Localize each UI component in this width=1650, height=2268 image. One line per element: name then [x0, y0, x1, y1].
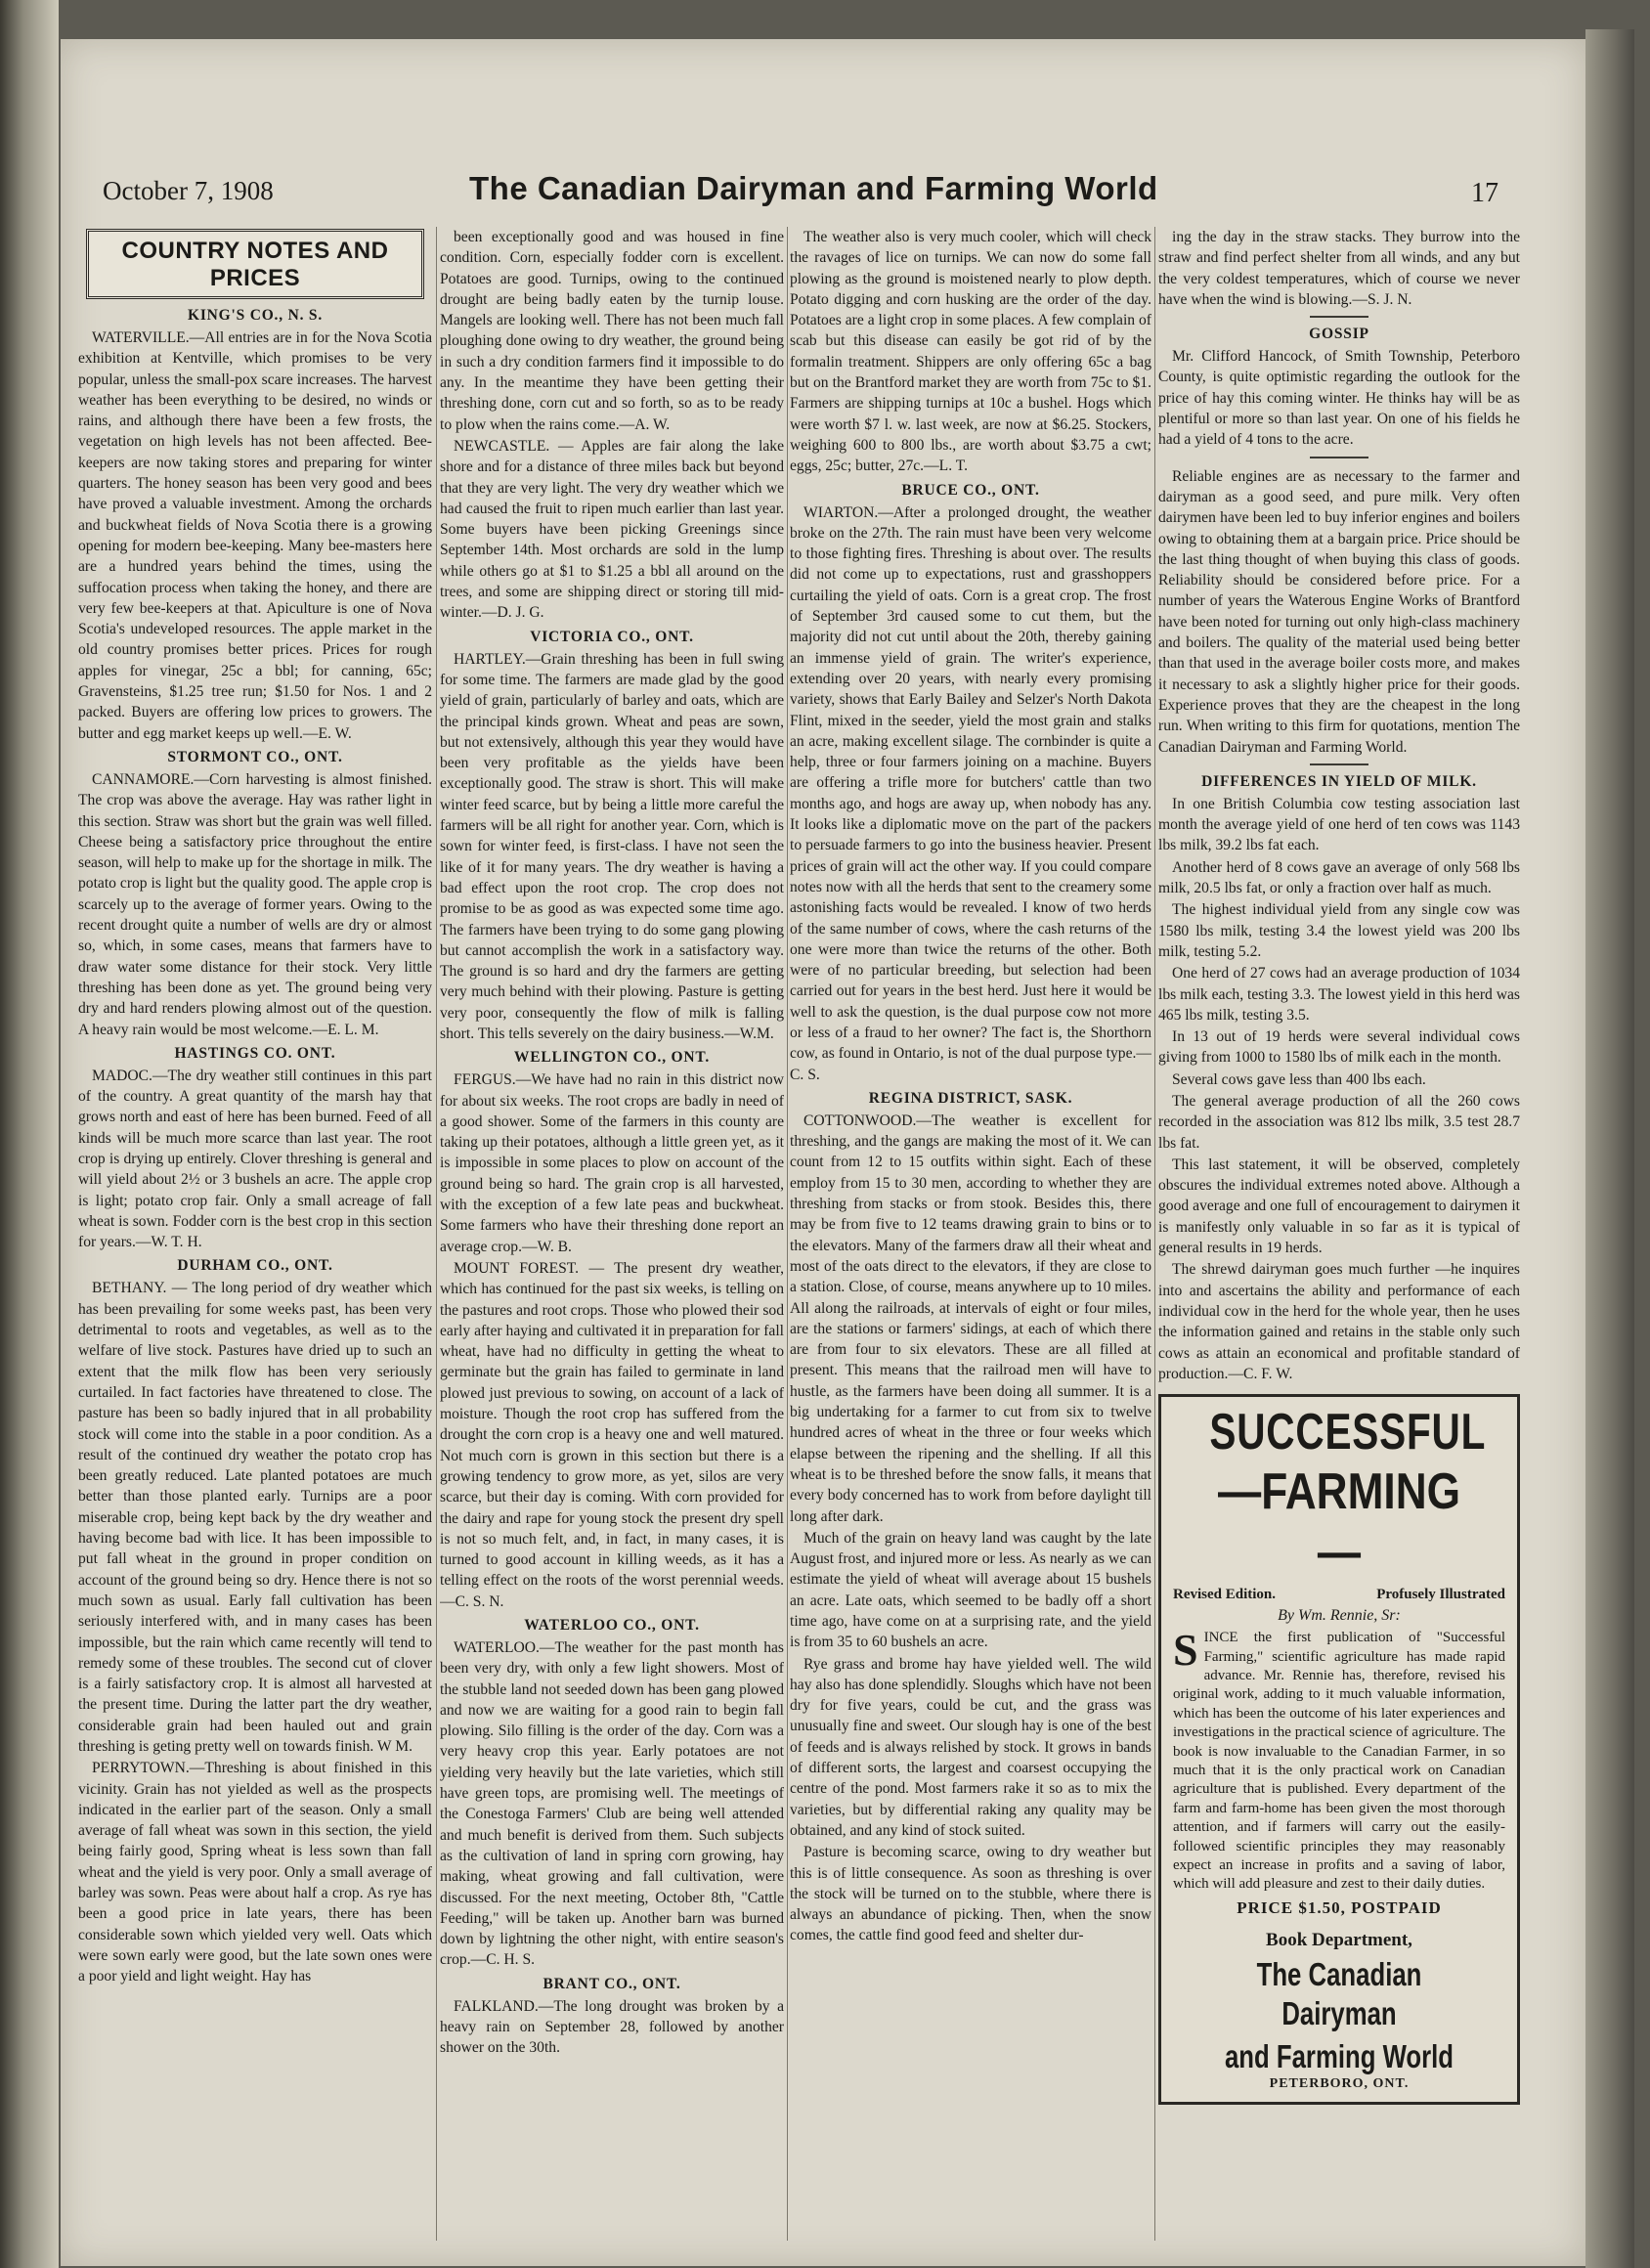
- ad-publisher: The Canadian Dairyman: [1256, 1955, 1422, 2031]
- column-rule: [1154, 227, 1155, 2241]
- page-number: 17: [1471, 178, 1498, 208]
- article-paragraph: Another herd of 8 cows gave an average of only 568 lbs milk, 20.5 lbs fat, or only a fraction over half as much.: [1158, 858, 1520, 897]
- article-paragraph: The shrewd dairyman goes much further —he inquires into and ascertains the ability and performance of each individual cow in the herd for the whole year, then he uses the information gained and retains in the stable only such cows as attain an economical and profitable standard of production.—C. F. W.: [1158, 1261, 1520, 1382]
- page-edge: [1585, 29, 1634, 2268]
- section-heading: VICTORIA CO., ONT.: [530, 628, 694, 645]
- article-paragraph: MOUNT FOREST. — The present dry weather, which has continued for the past six weeks, is telling on the pastures and root crops. Those who plowed their sod early after haying and cultivated it in preparation for fall wheat, have had no difficulty in getting the wheat to germinate but the grain has failed to germinate in land plowed just previous to sowing, on account of a lack of moisture. Though the root crop has suffered from the drought the corn crop is a heavy one and well matured. Not much corn is grown in this section but there is a growing tendency to grow more, as yet, silos are very scarce, but their day is coming. With corn provided for the dairy and rape for young stock the present dry spell is not so much felt, and, in fact, in many cases, it is turned to good account in killing weeds, as it has a telling effect on the roots of the worst perennial weeds.—C. S. N.: [440, 1259, 784, 1610]
- column-4: [1158, 227, 1520, 2241]
- binding-edge: [0, 0, 59, 2268]
- ad-description: [1173, 1625, 1505, 1895]
- book-advertisement: [1158, 1394, 1520, 2105]
- article-paragraph: WATERLOO.—The weather for the past month has been very dry, with only a few light showers. Most of the stubble land not seeded down has been gang plowed and now we are waiting for a good rain to begin fall plowing. Silo filling is the order of the day. Corn was a very heavy crop this year. Early potatoes are not yielding very heavily but the late varieties, which still have green tops, are promising well. The meetings of the Conestoga Farmers' Club are being well attended and much benefit is derived from them. Such subjects as the cultivation of land in spring corn growing, hay making, wheat growing and fall cultivation, were discussed. For the next meeting, October 8th, "Cattle Feeding," will be taken up. Another barn was burned down by lightning the other night, with entire season's crop.—C. H. S.: [440, 1639, 784, 1969]
- article-paragraph: FERGUS.—We have had no rain in this district now for about six weeks. The root crops are badly in need of a good shower. Some of the farmers in this county are taking up their potatoes, although a little green yet, as it is impossible in some places to plow on account of the ground being so hard. The grain crop is all harvested, with the exception of a few late peas and buckwheat. Some farmers who have their threshing done report an average crop.—W. B.: [440, 1071, 784, 1255]
- ad-title: SUCCESSFUL: [1209, 1404, 1487, 1461]
- article-paragraph: Pasture is becoming scarce, owing to dry weather but this is of little consequence. As soon as threshing is over the stock will be turned on to the stubble, where there is always an abundance of picking. Then, when the snow comes, the cattle find good feed and shelter dur-: [790, 1844, 1151, 1944]
- masthead-title: The Canadian Dairyman and Farming World: [469, 170, 1158, 206]
- article-paragraph: BETHANY. — The long period of dry weather which has been prevailing for some weeks past, has been very detrimental to roots and vegetables, as well as to the welfare of live stock. Pastures have dried up to such an extent that the milk flow has been very seriously curtailed. In fact factories have threatened to close. The pasture has been so badly injured that in all probability stock will come into the stable in a poor condition. As a result of the continued dry weather the potato crop has been greatly reduced. Late planted potatoes are much better than those planted early. Turnips are a poor miserable crop, being kept back by the dry weather and having become bad with lice. It has been impossible to put fall wheat in the ground in proper condition on account of the ground being so dry. Hence there is not so much sown as usual. Early fall cultivation has been seriously interfered with, and in many cases has been impossible, but the rain which came recently will tend to remedy some of these troubles. The second cut of clover is a fairly satisfactory crop. It is almost all harvested at the present time. During the latter part the dry weather, considerable grain had been hauled out and grain threshing is geting pretty well on towards finish. W M.: [78, 1280, 432, 1755]
- ad-department: Book Department,: [1266, 1929, 1412, 1950]
- ad-author: By Wm. Rennie, Sr:: [1278, 1607, 1401, 1625]
- section-heading: GOSSIP: [1309, 326, 1369, 343]
- separator-rule: [1310, 316, 1368, 318]
- article-paragraph: ing the day in the straw stacks. They burrow into the straw and find perfect shelter from all winds, and any but the very coldest temperatures, which of course we never have when the wind is blowing.—S. J. N.: [1158, 229, 1520, 308]
- article-paragraph: The weather also is very much cooler, which will check the ravages of lice on turnips. We can now do some fall plowing as the ground is moistened nearly to plow depth. Potato digging and corn husking are the order of the day. Potatoes are a light crop in some places. A few complain of scab but this disease can easily be got rid of by the formalin treatment. Shippers are only offering 65c a bag but on the Brantford market they are worth from 75c to $1. Farmers are shipping turnips at 10c a bushel. Hogs which were worth $7 l. w. last week, are now at $6.25. Stockers, weighing 600 to 800 lbs., are worth about $3.75 a cwt; eggs, 25c; butter, 27c.—L. T.: [790, 229, 1151, 475]
- section-heading: STORMONT CO., ONT.: [167, 748, 343, 765]
- article-paragraph: Reliable engines are as necessary to the farmer and dairyman as a good seed, and pure milk. Very often dairymen have been led to buy inferior engines and boilers owing to obtaining them at a bargain price. Price should be the last thing thought of when buying this class of goods. Reliability should be considered before price. For a number of years the Waterous Engine Works of Brantford have been noted for turning out only high-class machinery and boilers. The quality of the material used being better than that used in the average boiler costs more, and makes it necessary to ask a slightly higher price for their goods. Experience proves that they are the cheapest in the long run. When writing to this firm for quotations, mention The Canadian Dairyman and Farming World.: [1158, 467, 1520, 756]
- section-heading: KING'S CO., N. S.: [187, 307, 324, 324]
- ad-illustrated: Profusely Illustrated: [1376, 1587, 1505, 1603]
- column-3: [790, 227, 1151, 2241]
- article-paragraph: In 13 out of 19 herds were several individual cows giving from 1000 to 1580 lbs of milk each in the month.: [1158, 1028, 1520, 1067]
- separator-rule: [1310, 457, 1368, 458]
- ad-title: —FARMING—: [1217, 1463, 1460, 1582]
- article-paragraph: In one British Columbia cow testing association last month the average yield of one herd of ten cows was 1143 lbs milk, 39.2 lbs fat each.: [1158, 795, 1520, 854]
- article-paragraph: FALKLAND.—The long drought was broken by a heavy rain on September 28, followed by another shower on the 30th.: [440, 1997, 784, 2057]
- section-heading: REGINA DISTRICT, SASK.: [868, 1089, 1073, 1107]
- section-heading: WELLINGTON CO., ONT.: [513, 1049, 711, 1067]
- issue-date: October 7, 1908: [103, 176, 274, 205]
- article-paragraph: NEWCASTLE. — Apples are fair along the lake shore and for a distance of three miles back but beyond that they are very light. The very dry weather which we had caused the fruit to ripen much earlier than last year. Some buyers have been picking Greenings since September 14th. Most orchards are sold in the lump while others go at $1 to $1.25 a bbl all around on the trees, and some are shipping direct or storing till mid-winter.—D. J. G.: [440, 437, 784, 622]
- ad-publisher: and Farming World: [1224, 2037, 1455, 2074]
- column-1: [78, 227, 432, 2241]
- section-heading: WATERLOO CO., ONT.: [524, 1617, 700, 1634]
- article-paragraph: One herd of 27 cows had an average production of 1034 lbs milk each, testing 3.3. The lowest yield in this herd was 465 lbs milk, testing 3.5.: [1158, 965, 1520, 1024]
- ad-edition: Revised Edition.: [1173, 1587, 1277, 1603]
- article-paragraph: This last statement, it will be observed, completely obscures the individual extremes noted above. Although a good average and one full of encouragement to dairymen it is manifestly only valuable in so far as it is typical of general results in 19 herds.: [1158, 1156, 1520, 1257]
- article-paragraph: WATERVILLE.—All entries are in for the Nova Scotia exhibition at Kentville, which promises to be very popular, unless the small-pox scare increases. The harvest weather has been everything to be desired, no winds or rains, and although there have been a few frosts, the vegetation on high levels has not been affected. Bee-keepers are now taking stores and preparing for winter quarters. The honey season has been very good and bees have proved a valuable investment. Among the orchards and buckwheat fields of Nova Scotia there is a growing opening for modern bee-keeping. Many bee-masters here are a hundred years behind the times, using the suffocation process when taking the honey, and there are very few bee-keepers at that. Apiculture is one of Nova Scotia's undeveloped resources. The apple market in the old country promises better prices. Prices for rough apples for vinegar, 25c a bbl; for canning, 65c; Gravensteins, $1.25 tree run; $1.50 for Nos. 1 and 2 packed. Buyers are offering low prices to growers. The butter and egg market keeps up well.—E. W.: [78, 329, 432, 742]
- ad-body-text: INCE the first publication of "Successful Farming," scientific agriculture has made rapid advance. Mr. Rennie has, therefore, revised his original work, adding to it much valuable information, which has been the outcome of his later experiences and investigations in the practical science of agriculture. The book is now invaluable to the Canadian Farmer, in so much that it is the only practical work on Canadian agriculture that is published. Every department of the farm and farm-home has been given the most thorough attention, and if farmers will carry out the easily-followed scientific principles they may reasonably expect an increase in profits and a saving of labor, which will add pleasure and zest to their daily duties.: [1173, 1630, 1505, 1893]
- ad-price: PRICE $1.50, POSTPAID: [1237, 1897, 1442, 1917]
- section-heading: BRANT CO., ONT.: [543, 1975, 681, 1992]
- ad-edition-row: [1173, 1587, 1505, 1603]
- article-paragraph: MADOC.—The dry weather still continues in this part of the country. A great quantity of the marsh hay that grows north and east of here has been burned. Feed of all kinds will be much more scarce than last year. The root crop is drying up entirely. Clover threshing is general and will yield about 2½ or 3 bushels an acre. The apple crop is light; potato crop fair. Only a small acreage of fall wheat is sown. Fodder corn is the best crop in this section for years.—W. T. H.: [78, 1067, 432, 1251]
- article-paragraph: PERRYTOWN.—Threshing is about finished in this vicinity. Grain has not yielded as well as the prospects indicated in the earlier part of the season. Only a small average of fall wheat was sown in this section, the yield being fairly good, Spring wheat is less sown than fall wheat and the yield is very poor. Only a small average of barley was sown. Peas were about half a crop. As rye has been a good price in late years, there has been considerable sown which yielded very well. Oats which were sown early were good, but the late sown ones were a poor yield and light weight. Hay has: [78, 1760, 432, 1985]
- article-paragraph: Much of the grain on heavy land was caught by the late August frost, and injured more or less. As nearly as we can estimate the yield of wheat will average about 15 bushels an acre. Late oats, which seemed to be badly off a short time ago, have come on at a surprising rate, and the yield is from 35 to 60 bushels an acre.: [790, 1529, 1151, 1651]
- separator-rule: [1310, 763, 1368, 765]
- section-banner: COUNTRY NOTES AND PRICES: [86, 229, 424, 299]
- section-heading: DIFFERENCES IN YIELD OF MILK.: [1201, 772, 1477, 790]
- article-paragraph: Several cows gave less than 400 lbs each.: [1172, 1070, 1426, 1088]
- column-rule: [787, 227, 788, 2241]
- article-paragraph: HARTLEY.—Grain threshing has been in full swing for some time. The farmers are made glad by the good yield of grain, particularly of barley and oats, which are the principal kinds grown. Wheat and peas are sown, but not extensively, although this year they would have been very profitable as the yields have been exceptionally good. The straw is short. This will make winter feed scarce, but by being a little more careful the farmers will be all right for another year. Corn, which is sown for winter feed, is first-class. I have not seen the like of it for many years. The dry weather is having a bad effect upon the root crop. The crop does not promise to be as good as was expected some time ago. The farmers have been trying to do some gang plowing but cannot accomplish the work in a satisfactory way. The ground is so hard and dry the farmers are getting very much behind with their plowing. Pasture is getting very poor, consequently the flow of milk is falling short. This tells severely on the dairy business.—W.M.: [440, 650, 784, 1042]
- article-paragraph: WIARTON.—After a prolonged drought, the weather broke on the 27th. The rain must have been very welcome to those fighting fires. Threshing is about over. The results did not come up to expectations, rust and grasshoppers curtailing the yield of oats. Corn is a great crop. The frost of September 3rd caused some to cut them, but the majority did not cut until about the 20th, thereby gaining an immense yield of grain. The writer's experience, extending over 20 years, with nearly every promising variety, shows that Early Bailey and Selzer's North Dakota Flint, mixed in the seeder, yield the most grain and stalks an acre, making excellent silage. The cornbinder is quite a help, three or four farmers joining on a machine. Buyers are offering a trifle more for butchers' cattle than two months ago, and hogs are away up, when nobody has any. It looks like a diplomatic move on the part of the packers to persuade farmers to go into the business heavier. Present prices of grain will act the other way. If you could compare notes now with all the herds that sent to the creamery some astonishing facts would be revealed. I know of two herds of the same number of cows, where the cash returns of the one were more than twice the returns of the other. Both were of no particular breeding, but selection had been carried out for years in the best herd. Just here it would be well to ask the question, is the dual purpose cow not more or less of a fraud to her owner? The fact is, the Shorthorn cow, as found in Ontario, is not of the dual purpose type.—C. S.: [790, 503, 1151, 1083]
- article-paragraph: been exceptionally good and was housed in fine condition. Corn, especially fodder corn is excellent. Potatoes are good. Turnips, owing to the continued drought are being badly eaten by the turnip louse. Mangels are looking well. There has not been much fall ploughing done owing to dry weather, the ground being in such a dry condition farmers find it impossible to do any. In the meantime they have been getting their threshing done, corn cut and so forth, so as to be ready to plow when the rains come.—A. W.: [440, 229, 784, 433]
- section-heading: DURHAM CO., ONT.: [177, 1257, 333, 1275]
- column-rule: [436, 227, 437, 2241]
- column-2: [440, 227, 784, 2241]
- section-heading: BRUCE CO., ONT.: [901, 481, 1040, 499]
- section-heading: HASTINGS CO. ONT.: [174, 1044, 336, 1062]
- article-paragraph: CANNAMORE.—Corn harvesting is almost finished. The crop was above the average. Hay was rather light in this section. Straw was short but the grain was well filled. Cheese being a satisfactory price throughout the entire season, will help to make up for the shortage in milk. The potato crop is light but the quality good. The apple crop is scarcely up to the average of former years. Owing to the recent drought quite a number of wells are dry or almost so, which, in some cases, means that farmers have to draw water some distance for their stock. Very little threshing has been done as yet. The ground being very dry and hard renders plowing almost out of the question. A heavy rain would be most welcome.—E. L. M.: [78, 770, 432, 1038]
- drop-cap: S: [1173, 1625, 1198, 1676]
- running-header: [103, 170, 1498, 215]
- article-paragraph: COTTONWOOD.—The weather is excellent for threshing, and the gangs are making the most of it. We can count from 12 to 15 outfits within sight. Each of these employ from 15 to 30 men, according to whether they are threshing from stacks or from stook. Besides this, there may be from five to 12 teams drawing grain to bins or to the elevators. Many of the farmers draw all their wheat and most of the oats direct to the elevators, if they are close to a station. Close, of course, means anywhere up to 10 miles. All along the railroads, at intervals of eight or four miles, are the stations or farmers' sidings, at each of which there are from four to six elevators. These are all filled at present. This means that the railroad men will have to hustle, as the farmers have been doing all summer. It is a big undertaking for a farmer to cut from six to twelve hundred acres of wheat in the three or four weeks which elapse between the ripening and the shelling. If all this wheat is to be threshed before the snow falls, it means that every body concerned has to work from before daylight till long after dark.: [790, 1112, 1151, 1525]
- article-paragraph: The highest individual yield from any single cow was 1580 lbs milk, testing 3.4 the lowest yield was 200 lbs milk, testing 5.2.: [1158, 901, 1520, 960]
- article-paragraph: Mr. Clifford Hancock, of Smith Township, Peterboro County, is quite optimistic regarding the outlook for the price of hay this coming winter. He thinks hay will be as plentiful or more so than last year. On one of his fields he had a yield of 4 tons to the acre.: [1158, 348, 1520, 449]
- article-paragraph: Rye grass and brome hay have yielded well. The wild hay also has done splendidly. Sloughs which have not been dry for five years, could be cut, and the grass was unusually fine and sweet. Our slough hay is one of the best of feeds and is always relished by stock. It grows in bands of different sorts, the largest and coarsest occupying the centre of the pond. Most farmers rake it so as to mix the varieties, but by differential raking any quality may be obtained, and any kind of stock suited.: [790, 1655, 1151, 1839]
- ad-location: PETERBORO, ONT.: [1269, 2075, 1410, 2091]
- article-paragraph: The general average production of all the 260 cows recorded in the association was 812 lbs milk, 3.5 test 28.7 lbs fat.: [1158, 1092, 1520, 1152]
